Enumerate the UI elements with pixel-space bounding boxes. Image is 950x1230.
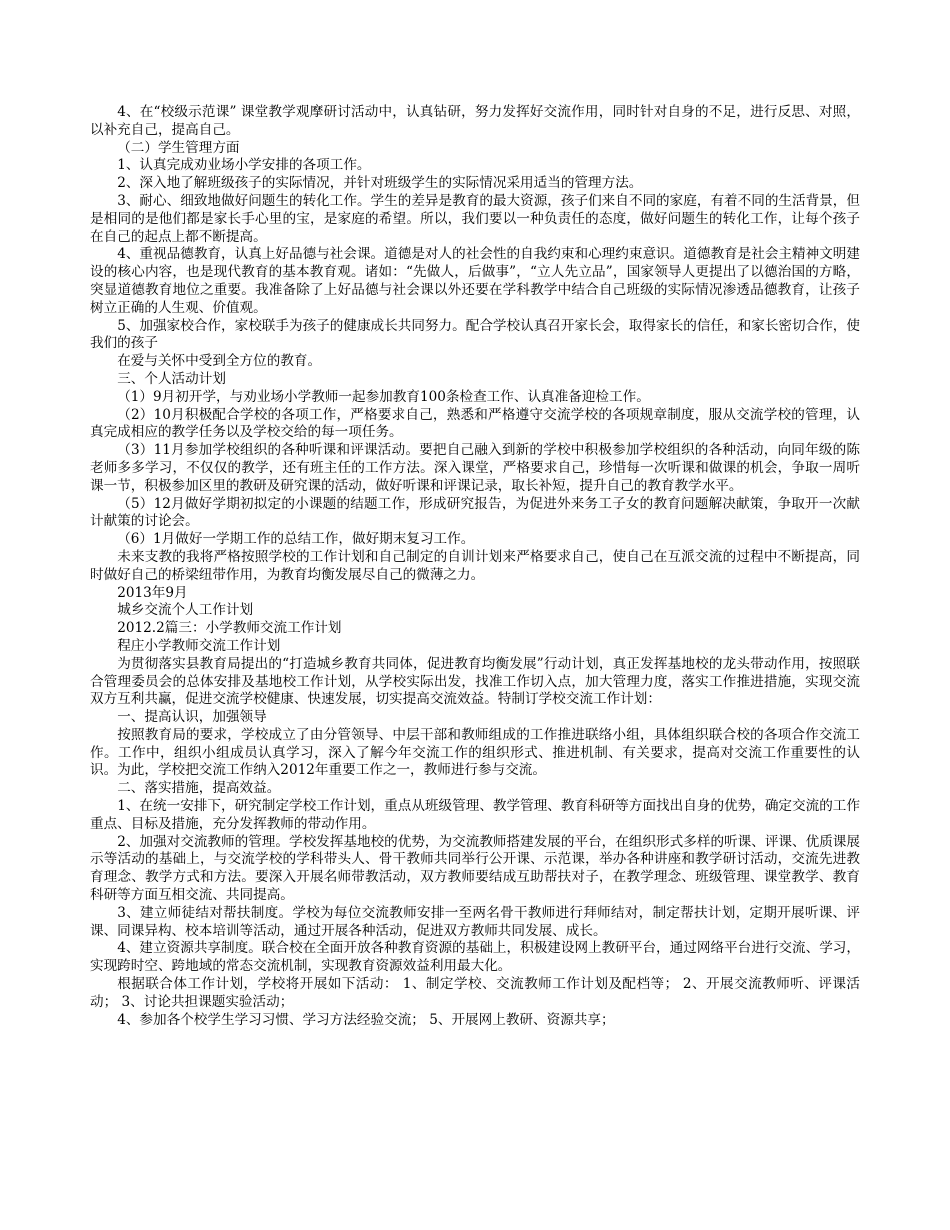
paragraph: 未来支教的我将严格按照学校的工作计划和自己制定的自训计划来严格要求自己，使自己在互派交流的过程中不断提高，同时做好自己的桥梁纽带作用，为教育均衡发展尽自己的微薄之力。	[90, 548, 860, 583]
paragraph: （6）1月做好一学期工作的总结工作，做好期末复习工作。	[117, 531, 475, 548]
paragraph: 为贯彻落实县教育局提出的“打造城乡教育共同体，促进教育均衡发展”行动计划，真正发挥基地校的龙头带动作用，按照联合管理委员会的总体安排及基地校工作计划，从学校实际出发，找准工作切入点，加大管理力度，落实工作推进措施，实现交流双方互利共赢，促进交流学校健康、快速发展，切实提高交流效益。特制订学校交流工作计划：	[90, 655, 860, 708]
document-body	[90, 104, 860, 1029]
paragraph: 5、加强家校合作，家校联手为孩子的健康成长共同努力。配合学校认真召开家长会，取得家长的信任，和家长密切合作，使我们的孩子	[90, 317, 860, 352]
paragraph: （2）10月积极配合学校的各项工作，严格要求自己，熟悉和严格遵守交流学校的各项规章制度，服从交流学校的管理，认真完成相应的教学任务以及学校交给的每一项任务。	[90, 406, 860, 441]
paragraph: 2、加强对交流教师的管理。学校发挥基地校的优势，为交流教师搭建发展的平台，在组织形式多样的听课、评课、优质课展示等活动的基础上，与交流学校的学科带头人、骨干教师共同举行公开课、示范课，举办各种讲座和教学研讨活动，交流先进教育理念、教学方式和方法。要深入开展名师带教活动，双方教师要结成互助帮扶对子，在教学理念、班级管理、课堂教学、教育科研等方面互相交流、共同提高。	[90, 833, 860, 904]
document-title: 城乡交流个人工作计划	[117, 602, 254, 619]
section-heading: （二）学生管理方面	[117, 139, 240, 156]
paragraph: 4、在“校级示范课” 课堂教学观摩研讨活动中，认真钻研，努力发挥好交流作用，同时针对自身的不足，进行反思、对照，以补充自己，提高自己。	[90, 104, 860, 138]
paragraph: 在爱与关怀中受到全方位的教育。	[117, 353, 322, 370]
paragraph: 4、建立资源共享制度。联合校在全面开放各种教育资源的基础上，积极建设网上教研平台，通过网络平台进行交流、学习，实现跨时空、跨地域的常态交流机制，实现教育资源效益利用最大化。	[90, 940, 860, 975]
document-title: 2012.2篇三：小学教师交流工作计划	[117, 620, 342, 637]
paragraph: （3）11月参加学校组织的各种听课和评课活动。要把自己融入到新的学校中积极参加学校组织的各种活动，向同年级的陈老师多多学习，不仅仅的教学，还有班主任的工作方法。深入课堂，严格要求自己，珍惜每一次听课和做课的机会，争取一周听课一节，积极参加区里的教研及研究课的活动，做好听课和评课记录，取长补短，提升自己的教育教学水平。	[90, 442, 860, 494]
paragraph: 4、参加各个校学生学习习惯、学习方法经验交流； 5、开展网上教研、资源共享；	[117, 1011, 615, 1028]
paragraph: 1、在统一安排下，研究制定学校工作计划，重点从班级管理、教学管理、教育科研等方面找出自身的优势，确定交流的工作重点、目标及措施，充分发挥教师的带动作用。	[90, 798, 860, 832]
date-line: 2013年9月	[117, 584, 188, 601]
paragraph: 按照教育局的要求，学校成立了由分管领导、中层干部和教师组成的工作推进联络小组，具体组织联合校的各项合作交流工作。工作中，组织小组成员认真学习，深入了解今年交流工作的组织形式、推进机制、有关要求，提高对交流工作重要性的认识。为此，学校把交流工作纳入2012年重要工作之一，教师进行参与交流。	[90, 726, 860, 779]
section-heading: 二、落实措施，提高效益。	[117, 780, 281, 797]
paragraph: 3、建立师徒结对帮扶制度。学校为每位交流教师安排一至两名骨干教师进行拜师结对，制定帮扶计划，定期开展听课、评课、同课异构、校本培训等活动，通过开展各种活动，促进双方教师共同发展、成长。	[90, 904, 860, 939]
paragraph: 2、深入地了解班级孩子的实际情况，并针对班级学生的实际情况采用适当的管理方法。	[117, 175, 643, 192]
paragraph: 根据联合体工作计划，学校将开展如下活动： 1、制定学校、交流教师工作计划及配档等； 2、开展交流教师听、评课活动； 3、讨论共担课题实验活动；	[90, 976, 860, 1010]
document-title: 程庄小学教师交流工作计划	[117, 637, 281, 654]
paragraph: 1、认真完成劝业场小学安排的各项工作。	[117, 157, 371, 174]
section-heading: 三、个人活动计划	[117, 370, 226, 387]
section-heading: 一、提高认识，加强领导	[117, 709, 267, 726]
paragraph: （5）12月做好学期初拟定的小课题的结题工作，形成研究报告，为促进外来务工子女的教育问题解决献策，争取开一次献计献策的讨论会。	[90, 495, 860, 530]
paragraph: （1）9月初开学，与劝业场小学教师一起参加教育100条检查工作、认真准备迎检工作。	[117, 388, 650, 405]
paragraph: 4、重视品德教育，认真上好品德与社会课。道德是对人的社会性的自我约束和心理约束意识。道德教育是社会主精神文明建设的核心内容，也是现代教育的基本教育观。诸如：“先做人，后做事”，“立人先立品”，国家领导人更提出了以德治国的方略，突显道德教育地位之重要。我准备除了上好品德与社会课以外还要在学科教学中结合自己班级的实际情况渗透品德教育，让孩子树立正确的人生观、价值观。	[90, 246, 860, 316]
paragraph: 3、耐心、细致地做好问题生的转化工作。学生的差异是教育的最大资源，孩子们来自不同的家庭，有着不同的生活背景，但是相同的是他们都是家长手心里的宝，是家庭的希望。所以，我们要以一种负责任的态度，做好问题生的转化工作，让每个孩子在自己的起点上都不断提高。	[90, 192, 860, 245]
